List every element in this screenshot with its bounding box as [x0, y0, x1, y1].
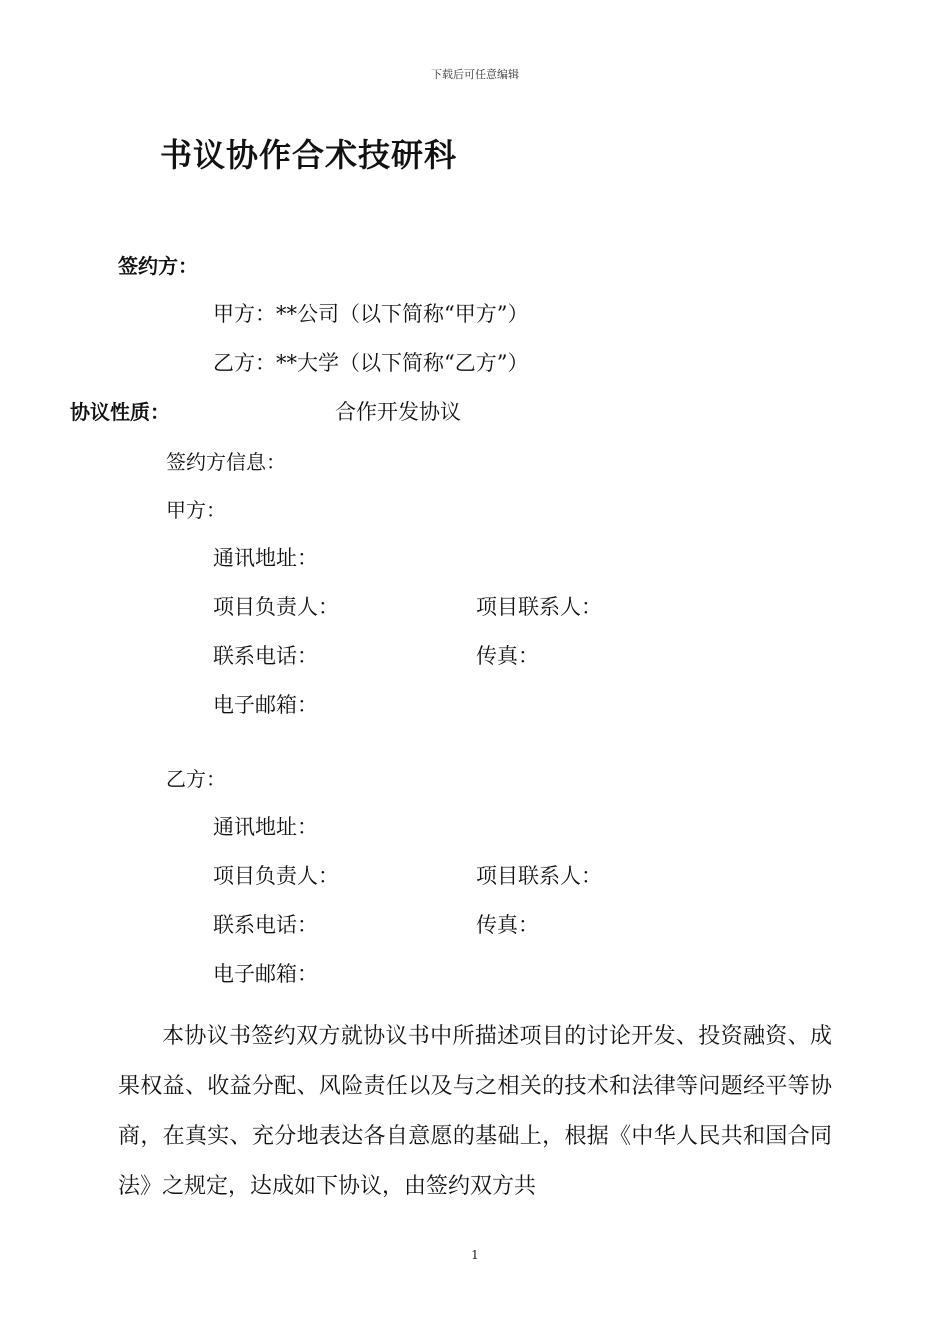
party-a-contact: 项目联系人：	[476, 595, 602, 619]
page-number: 1	[471, 1248, 479, 1262]
party-a-fax: 传真：	[476, 644, 539, 668]
party-b-contact: 项目联系人：	[476, 864, 602, 888]
party-a-email: 电子邮箱：	[213, 693, 318, 717]
signing-parties-label: 签约方：	[118, 254, 198, 278]
party-info-label: 签约方信息：	[166, 450, 286, 474]
party-a-line: 甲方：**公司（以下简称“甲方”）	[213, 302, 529, 326]
party-a-leader: 项目负责人：	[213, 595, 339, 619]
party-b-phone: 联系电话：	[213, 913, 318, 937]
party-a-phone: 联系电话：	[213, 644, 318, 668]
document-title: 书议协作合术技研科	[160, 136, 458, 174]
party-b-leader: 项目负责人：	[213, 864, 339, 888]
agreement-nature-label: 协议性质：	[70, 400, 170, 424]
party-b-email: 电子邮箱：	[213, 962, 318, 986]
page-header-note: 下载后可任意编辑	[431, 68, 519, 81]
party-b-fax: 传真：	[476, 913, 539, 937]
party-a-address: 通讯地址：	[213, 546, 318, 570]
agreement-nature-value: 合作开发协议	[335, 400, 461, 424]
party-b-line: 乙方：**大学（以下简称“乙方”）	[213, 351, 529, 375]
party-b-info-heading: 乙方：	[166, 767, 226, 791]
party-a-info-heading: 甲方：	[166, 498, 226, 522]
party-b-address: 通讯地址：	[213, 815, 318, 839]
agreement-body-paragraph: 本协议书签约双方就协议书中所描述项目的讨论开发、投资融资、成果权益、收益分配、风险责任以及与之相关的技术和法律等问题经平等协商，在真实、充分地表达各自意愿的基础上，根据《中华人民共和国合同法》之规定，达成如下协议，由签约双方共	[118, 1024, 832, 1199]
